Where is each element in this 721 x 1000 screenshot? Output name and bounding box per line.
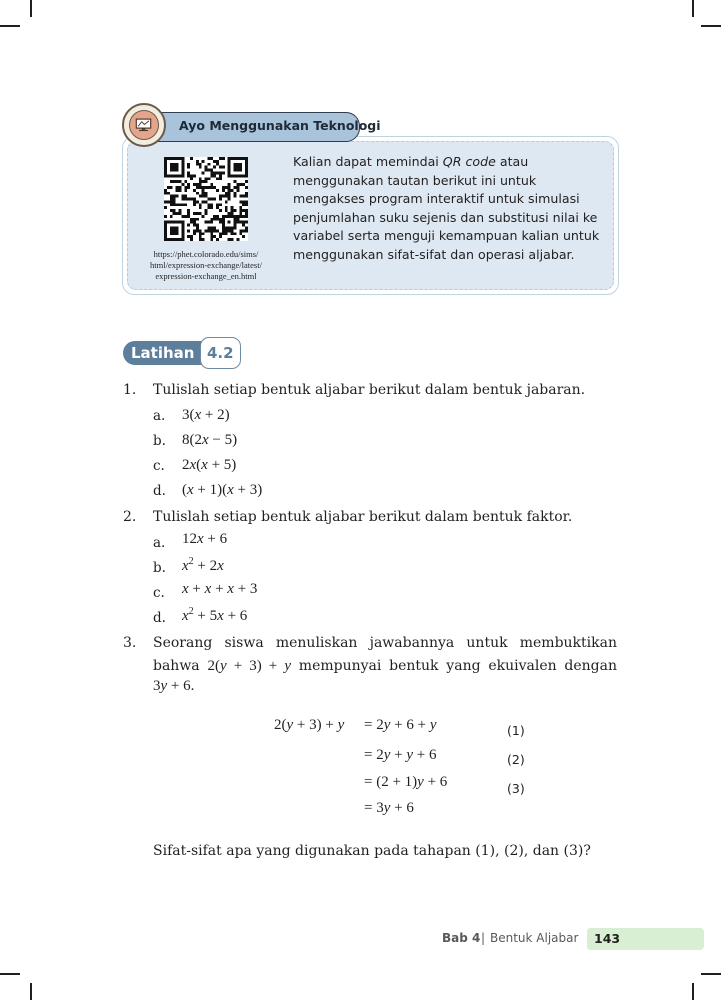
description-part: atau menggunakan tautan berikut ini untuk mengakses program interaktif untuk simulasi penjumlahan suku sejenis dan substitusi nilai ke variabel serta menguji kemampuan kalian untuk menggunakan sifat-sifat dan operasi aljabar. [293, 154, 600, 262]
crop-mark [0, 25, 20, 27]
expression: $x^2 + 5x + 6$ [182, 606, 248, 624]
page-number-bar [587, 928, 704, 950]
item-label: b. [153, 433, 166, 449]
expression: x + x + x + 3 [182, 581, 258, 597]
exercise-label: Latihan [131, 344, 195, 362]
expression: 2x(x + 5) [182, 457, 237, 473]
expression: 3(x + 2) [182, 407, 230, 423]
step-tag: (3) [507, 781, 525, 796]
item-label: c. [153, 585, 165, 601]
qr-code-icon[interactable] [164, 157, 248, 241]
technology-title: Ayo Menggunakan Teknologi [179, 118, 381, 133]
item-label: d. [153, 483, 166, 499]
crop-mark [692, 983, 694, 1000]
step-rhs: = 3y + 6 [364, 800, 414, 816]
technology-badge [122, 103, 166, 147]
crop-mark [692, 0, 694, 17]
technology-description [293, 153, 605, 265]
url-text[interactable] [134, 249, 278, 282]
question-number: 2. [123, 509, 137, 525]
qr-code-graphic [164, 157, 248, 241]
page-number: 143 [594, 931, 621, 946]
expression: $x^2 + 2x$ [182, 556, 224, 574]
question-text: Tulislah setiap bentuk aljabar berikut dalam bentuk faktor. [153, 509, 573, 525]
item-label: b. [153, 560, 166, 576]
crop-mark [701, 25, 721, 27]
url-line: html/expression-exchange/latest/ [150, 260, 262, 270]
step-rhs: = 2y + 6 + y [364, 717, 437, 733]
expression: 12x + 6 [182, 531, 228, 547]
crop-mark [0, 973, 20, 975]
url-line: https://phet.colorado.edu/sims/ [153, 249, 259, 259]
inline-expression: 2(y + 3) + y [207, 658, 292, 674]
question-text-part: bahwa [153, 658, 200, 674]
expression: 8(2x − 5) [182, 432, 238, 448]
step-lhs: 2(y + 3) + y [274, 717, 345, 733]
step-rhs: = 2y + y + 6 [364, 747, 437, 763]
item-label: c. [153, 458, 165, 474]
question-text-line: Seorang siswa menuliskan jawabannya untuk membuktikan [153, 635, 617, 651]
item-label: d. [153, 610, 166, 626]
description-italic: QR code [442, 154, 496, 169]
item-label: a. [153, 408, 166, 424]
badge-ring [129, 110, 159, 140]
crop-mark [30, 0, 32, 17]
item-label: a. [153, 535, 166, 551]
computer-monitor-icon [130, 111, 157, 138]
question-text: Tulislah setiap bentuk aljabar berikut dalam bentuk jabaran. [153, 382, 586, 398]
footer-title: Bentuk Aljabar [490, 931, 579, 945]
exercise-badge [123, 337, 241, 369]
footer-chapter: Bab 4 [442, 931, 481, 945]
description-part: Kalian dapat memindai [293, 154, 443, 169]
step-tag: (2) [507, 752, 525, 767]
question-text-line [153, 658, 617, 678]
step-tag: (1) [507, 723, 525, 738]
question-number: 3. [123, 635, 137, 651]
question-number: 1. [123, 382, 137, 398]
footer-separator: | [481, 931, 486, 945]
crop-mark [701, 973, 721, 975]
step-rhs: = (2 + 1)y + 6 [364, 774, 448, 790]
exercise-number: 4.2 [207, 344, 234, 362]
question-closing: Sifat-sifat apa yang digunakan pada tahapan (1), (2), dan (3)? [153, 843, 591, 859]
url-line: expression-exchange_en.html [155, 271, 257, 281]
crop-mark [30, 983, 32, 1000]
inline-expression: 3y + 6. [153, 678, 195, 694]
expression: (x + 1)(x + 3) [182, 482, 263, 498]
exercise-number-box [200, 337, 241, 369]
question-text-part: mempunyai bentuk yang ekuivalen dengan [298, 658, 617, 674]
technology-title-tab [150, 112, 381, 142]
